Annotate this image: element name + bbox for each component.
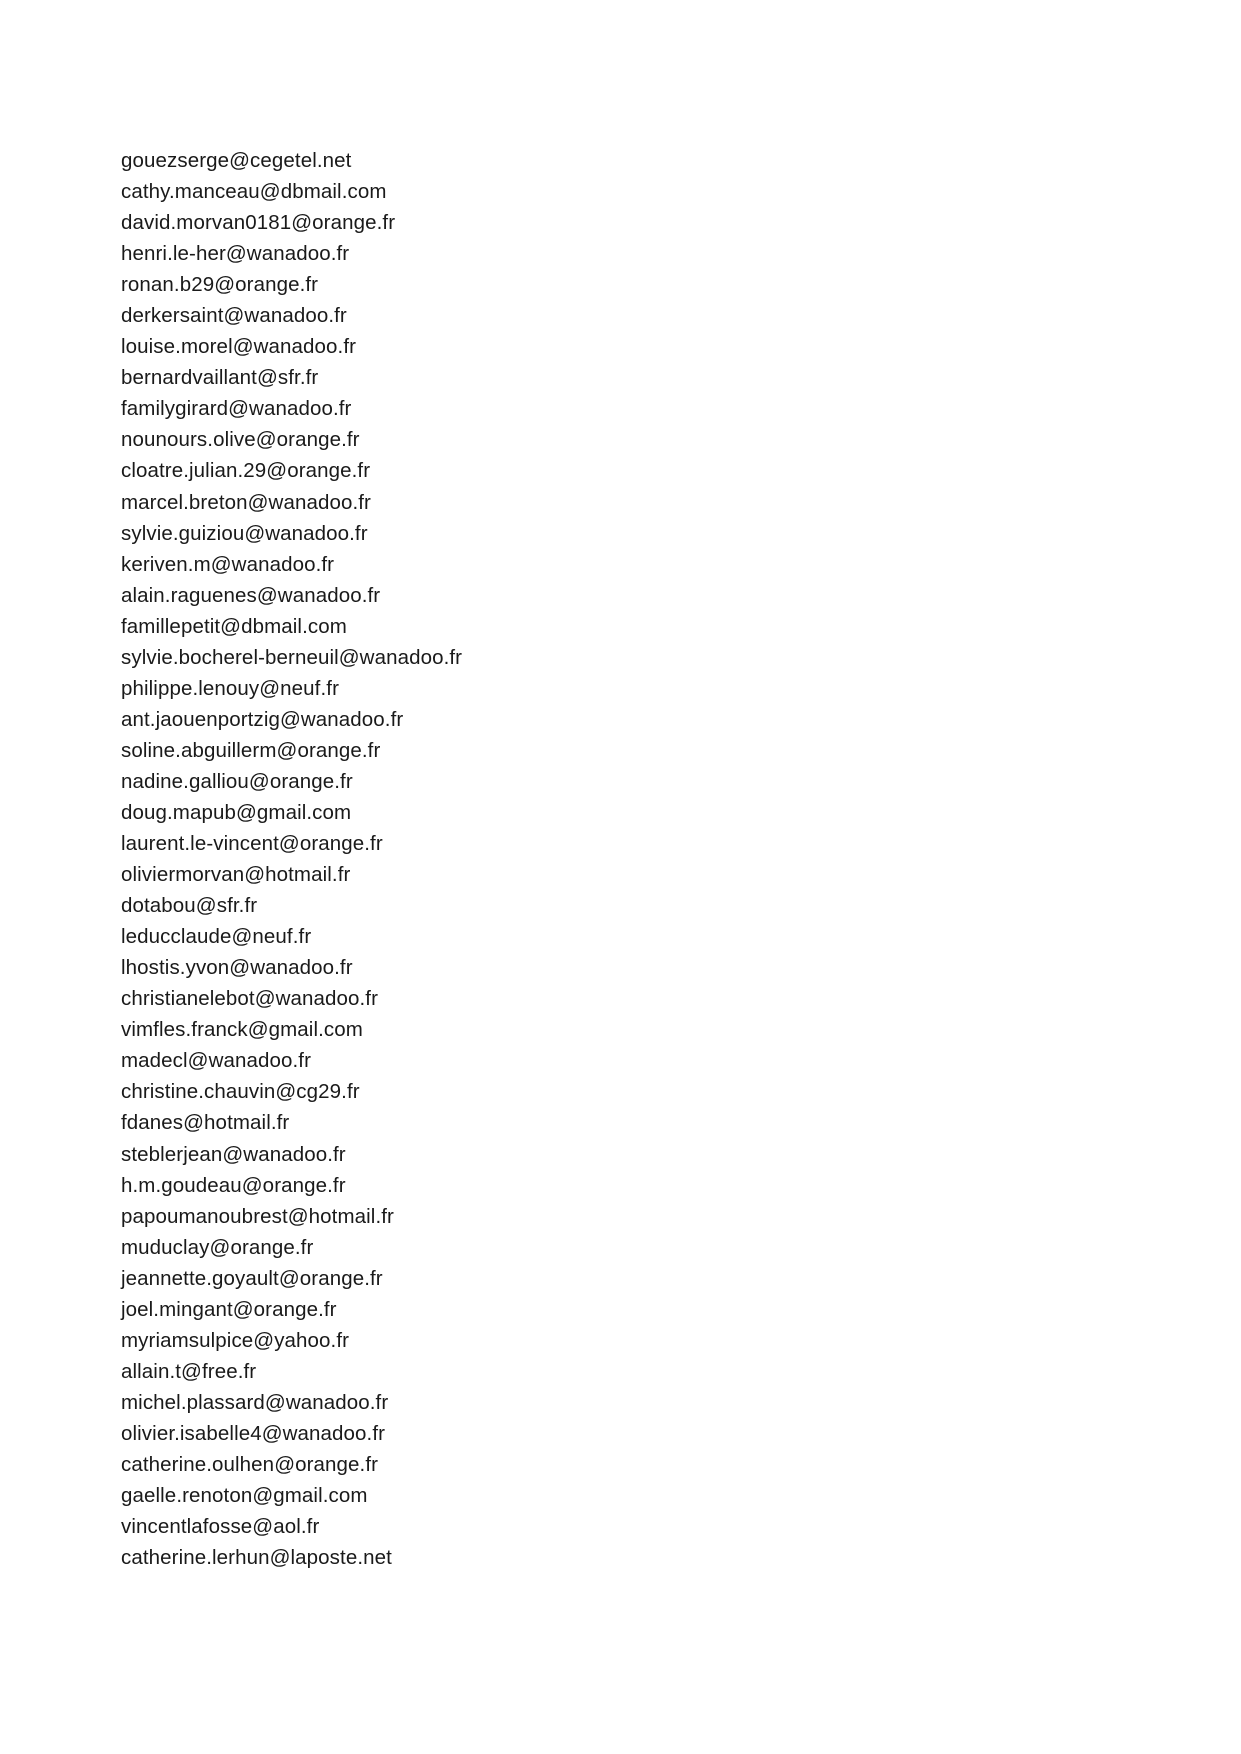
email-entry: dotabou@sfr.fr [121,894,258,918]
email-entry: gouezserge@cegetel.net [121,149,352,172]
email-entry: marcel.breton@wanadoo.fr [121,490,371,514]
email-entry: nounours.olive@orange.fr [121,428,360,452]
email-entry: papoumanoubrest@hotmail.fr [121,1204,394,1228]
email-entry: familygirard@wanadoo.fr [121,397,352,421]
email-entry: sylvie.bocherel-berneuil@wanadoo.fr [121,645,463,669]
email-entry: michel.plassard@wanadoo.fr [121,1390,389,1414]
email-entry: madecl@wanadoo.fr [121,1049,312,1073]
email-entry: philippe.lenouy@neuf.fr [121,676,340,700]
email-list [121,145,462,1573]
email-entry: cloatre.julian.29@orange.fr [121,459,371,483]
email-entry: henri.le-her@wanadoo.fr [121,242,350,266]
email-entry: doug.mapub@gmail.com [121,800,352,824]
email-entry: derkersaint@wanadoo.fr [121,304,347,328]
email-entry: sylvie.guiziou@wanadoo.fr [121,521,368,545]
email-entry: keriven.m@wanadoo.fr [121,552,335,576]
email-entry: lhostis.yvon@wanadoo.fr [121,956,353,980]
email-entry: joel.mingant@orange.fr [121,1297,337,1321]
email-entry: oliviermorvan@hotmail.fr [121,863,351,887]
email-entry: christine.chauvin@cg29.fr [121,1080,360,1104]
email-entry: jeannette.goyault@orange.fr [121,1266,383,1290]
email-entry: cathy.manceau@dbmail.com [121,180,387,204]
email-entry: myriamsulpice@yahoo.fr [121,1328,350,1352]
email-entry: gaelle.renoton@gmail.com [121,1484,368,1508]
email-entry: catherine.lerhun@laposte.net [121,1546,392,1570]
email-entry: h.m.goudeau@orange.fr [121,1173,346,1197]
email-entry: fdanes@hotmail.fr [121,1111,290,1135]
email-entry: soline.abguillerm@orange.fr [121,738,381,762]
email-entry: alain.raguenes@wanadoo.fr [121,583,381,607]
email-entry: ant.jaouenportzig@wanadoo.fr [121,707,404,731]
email-entry: muduclay@orange.fr [121,1235,314,1259]
email-entry: vimfles.franck@gmail.com [121,1018,363,1042]
email-entry: famillepetit@dbmail.com [121,614,347,638]
email-entry: leducclaude@neuf.fr [121,925,312,949]
email-entry: nadine.galliou@orange.fr [121,769,353,793]
email-entry: olivier.isabelle4@wanadoo.fr [121,1421,386,1445]
email-entry: vincentlafosse@aol.fr [121,1515,320,1539]
email-entry: louise.morel@wanadoo.fr [121,335,357,359]
email-entry: catherine.oulhen@orange.fr [121,1452,379,1476]
email-entry: laurent.le-vincent@orange.fr [121,832,383,856]
email-entry: allain.t@free.fr [121,1359,257,1383]
email-entry: david.morvan0181@orange.fr [121,211,396,235]
email-entry: ronan.b29@orange.fr [121,273,319,297]
email-entry: christianelebot@wanadoo.fr [121,987,379,1011]
email-entry: steblerjean@wanadoo.fr [121,1142,346,1166]
email-entry: bernardvaillant@sfr.fr [121,366,319,390]
